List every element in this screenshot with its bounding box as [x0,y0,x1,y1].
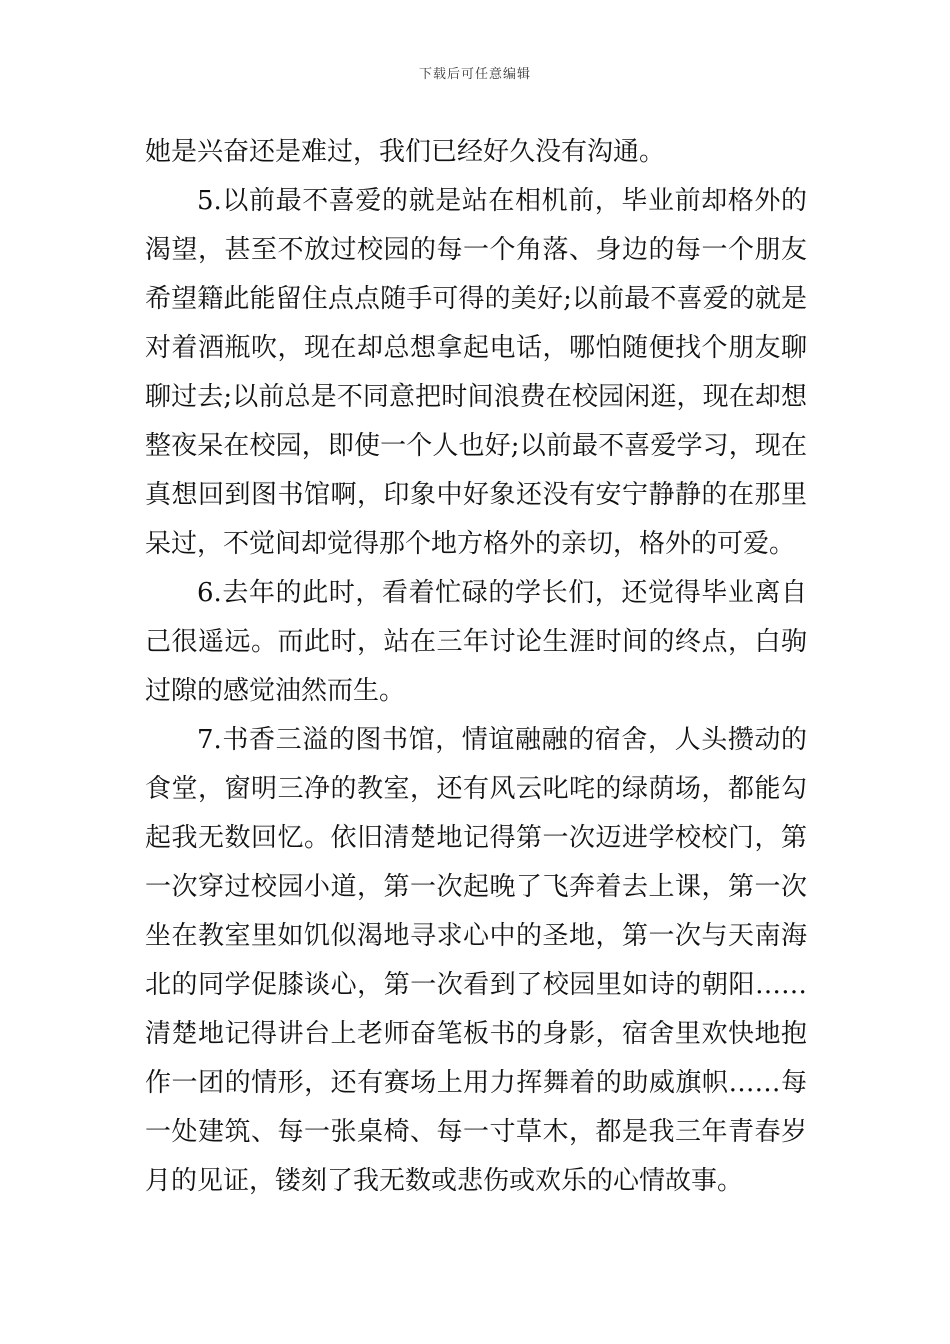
document-body [145,128,807,1206]
text-line: 己很遥远。而此时，站在三年讨论生涯时间的终点，白驹 [145,627,807,657]
text-line: 北的同学促膝谈心，第一次看到了校园里如诗的朝阳…… [145,970,807,1000]
text-line: 对着酒瓶吹，现在却总想拿起电话，哪怕随便找个朋友聊 [145,333,807,363]
text-line: 6.去年的此时，看着忙碌的学长们，还觉得毕业离自 [197,578,807,608]
paragraph-5 [145,177,807,569]
paragraph-continuation [145,128,807,177]
text-line: 一次穿过校园小道，第一次起晚了飞奔着去上课，第一次 [145,872,807,902]
text-line: 呆过，不觉间却觉得那个地方格外的亲切，格外的可爱。 [145,529,796,559]
text-line: 真想回到图书馆啊，印象中好象还没有安宁静静的在那里 [145,480,807,510]
text-line: 希望籍此能留住点点随手可得的美好;以前最不喜爱的就是 [145,284,807,314]
paragraph-6 [145,569,807,716]
text-line: 月的见证，镂刻了我无数或悲伤或欢乐的心情故事。 [145,1166,744,1196]
text-line: 过隙的感觉油然而生。 [145,676,406,706]
page-header: 下载后可任意编辑 [418,67,531,82]
text-line: 起我无数回忆。依旧清楚地记得第一次迈进学校校门，第 [145,823,807,853]
text-line: 作一团的情形，还有赛场上用力挥舞着的助威旗帜……每 [145,1068,807,1098]
text-line: 一处建筑、每一张桌椅、每一寸草木，都是我三年青春岁 [145,1117,807,1147]
text-line: 整夜呆在校园，即使一个人也好;以前最不喜爱学习，现在 [145,431,807,461]
paragraph-7 [145,716,807,1206]
text-line: 她是兴奋还是难过，我们已经好久没有沟通。 [145,137,666,167]
text-line: 5.以前最不喜爱的就是站在相机前，毕业前却格外的 [197,186,807,216]
text-line: 聊过去;以前总是不同意把时间浪费在校园闲逛，现在却想 [145,382,807,412]
text-line: 渴望，甚至不放过校园的每一个角落、身边的每一个朋友 [145,235,807,265]
text-line: 食堂，窗明三净的教室，还有风云叱咤的绿荫场，都能勾 [145,774,807,804]
text-line: 7.书香三溢的图书馆，情谊融融的宿舍，人头攒动的 [197,725,807,755]
text-line: 清楚地记得讲台上老师奋笔板书的身影，宿舍里欢快地抱 [145,1019,807,1049]
text-line: 坐在教室里如饥似渴地寻求心中的圣地，第一次与天南海 [145,921,807,951]
